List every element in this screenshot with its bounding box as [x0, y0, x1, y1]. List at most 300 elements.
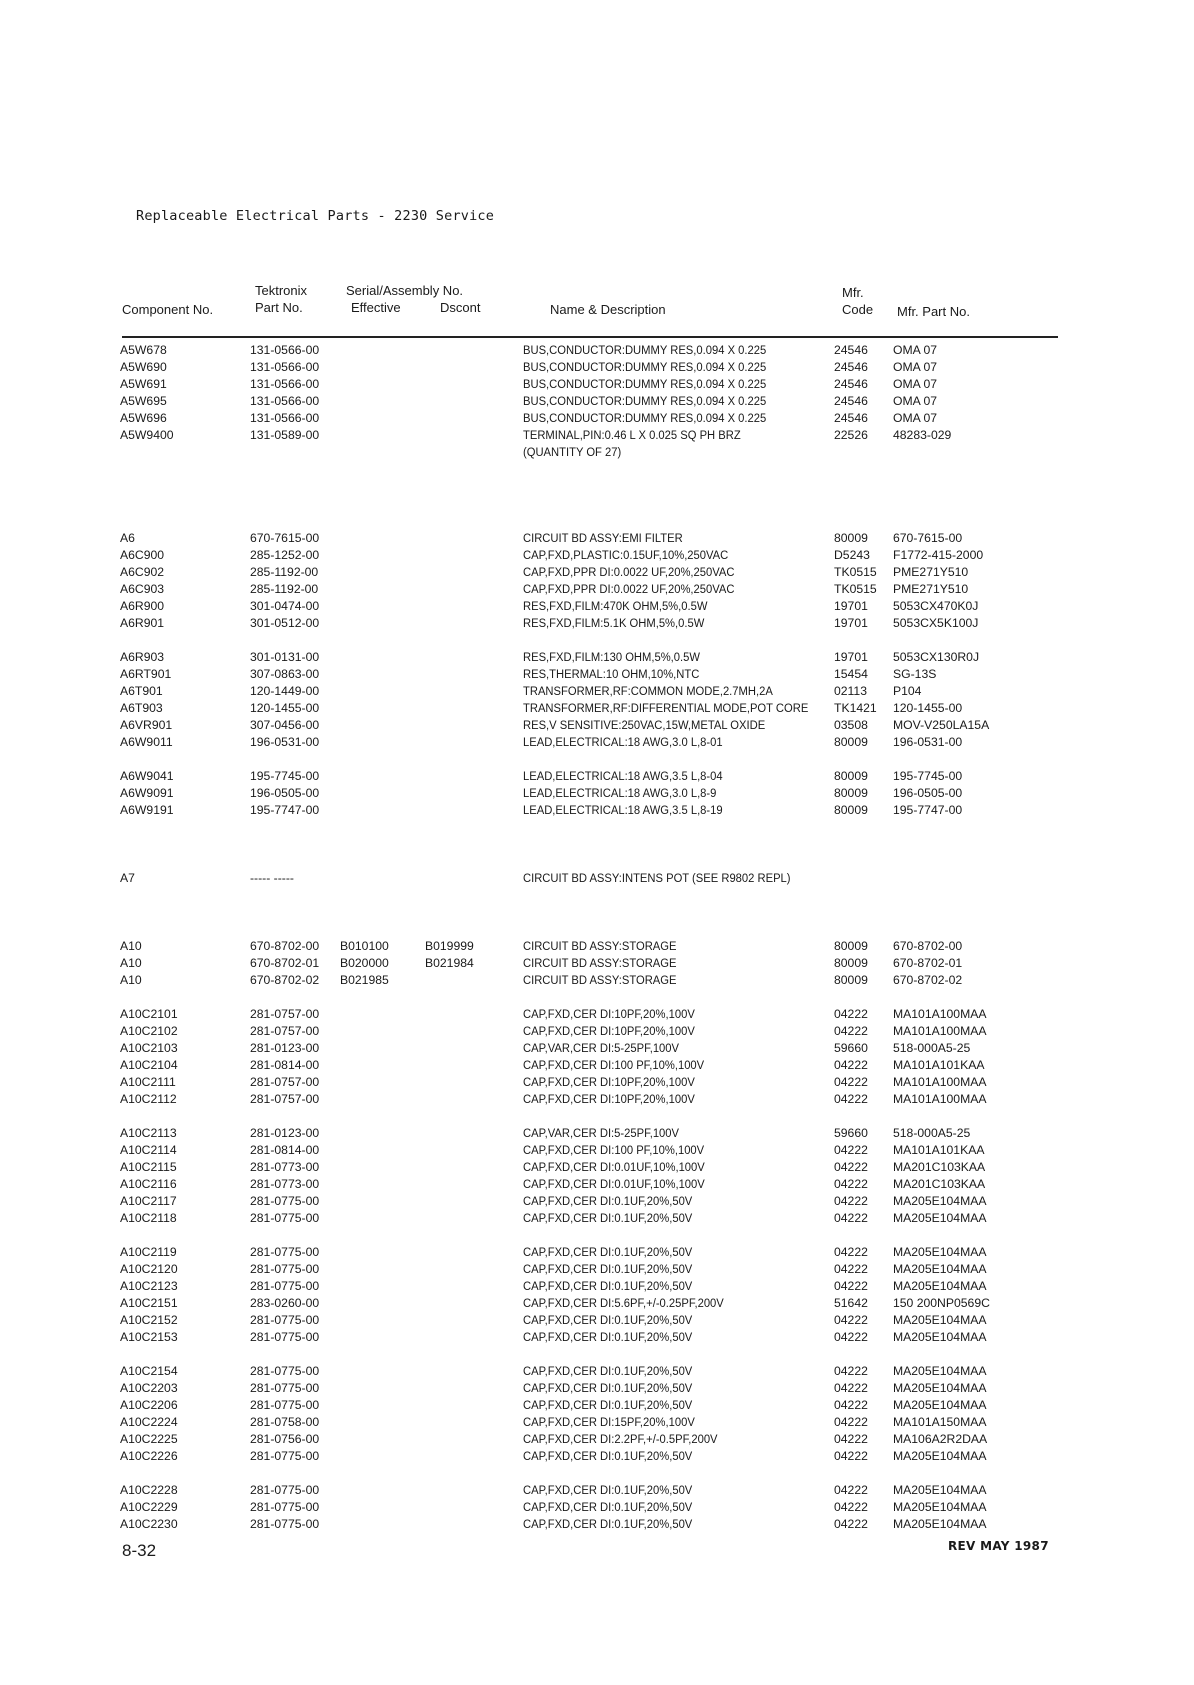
description-cell: LEAD,ELECTRICAL:18 AWG,3.5 L,8-04 [523, 769, 723, 783]
component-no-cell: A10C2206 [120, 1398, 178, 1412]
description-cell: CIRCUIT BD ASSY:STORAGE [523, 956, 677, 970]
component-no-cell: A10C2228 [120, 1483, 178, 1497]
mfr-code-cell: 04222 [834, 1313, 868, 1327]
component-no-cell: A6W9041 [120, 769, 174, 783]
mfr-code-cell: 04222 [834, 1330, 868, 1344]
mfr-part-no-cell: MA205E104MAA [893, 1279, 987, 1293]
mfr-part-no-cell: MA205E104MAA [893, 1483, 987, 1497]
part-no-cell: 281-0775-00 [250, 1398, 320, 1412]
mfr-part-no-cell: MA205E104MAA [893, 1194, 987, 1208]
component-no-cell: A6R903 [120, 650, 165, 664]
mfr-part-no-cell: MA101A150MAA [893, 1415, 987, 1429]
part-no-cell: 281-0123-00 [250, 1126, 320, 1140]
description-cell: CIRCUIT BD ASSY:STORAGE [523, 973, 677, 987]
part-no-cell: 285-1252-00 [250, 548, 320, 562]
component-no-cell: A5W678 [120, 343, 167, 357]
mfr-part-no-cell: P104 [893, 684, 922, 698]
part-no-cell: 281-0775-00 [250, 1279, 320, 1293]
mfr-code-cell: 24546 [834, 360, 868, 374]
mfr-part-no-cell: 5053CX5K100J [893, 616, 979, 630]
part-no-cell: 301-0131-00 [250, 650, 320, 664]
component-no-cell: A10C2116 [120, 1177, 177, 1191]
description-cell: LEAD,ELECTRICAL:18 AWG,3.0 L,8-9 [523, 786, 717, 800]
table-row [0, 376, 1194, 393]
component-no-cell: A10C2111 [120, 1075, 176, 1089]
part-no-cell: 131-0566-00 [250, 360, 320, 374]
table-row [0, 1499, 1194, 1516]
component-no-cell: A10C2115 [120, 1160, 177, 1174]
group-spacer [0, 904, 1194, 938]
component-no-cell: A5W696 [120, 411, 167, 425]
part-no-cell: 281-0775-00 [250, 1517, 320, 1531]
mfr-code-cell: 04222 [834, 1364, 868, 1378]
table-row [0, 410, 1194, 427]
description-cell: CAP,FXD,CER DI:0.1UF,20%,50V [523, 1194, 693, 1208]
part-no-cell: 131-0566-00 [250, 343, 320, 357]
table-row [0, 1023, 1194, 1040]
component-no-cell: A10C2104 [120, 1058, 178, 1072]
description-cell: CAP,FXD,CER DI:0.1UF,20%,50V [523, 1211, 693, 1225]
mfr-part-no-cell: 518-000A5-25 [893, 1041, 971, 1055]
mfr-code-cell: 04222 [834, 1279, 868, 1293]
table-row [0, 768, 1194, 785]
header-mfr-part-no: Mfr. Part No. [897, 304, 970, 319]
component-no-cell: A10C2119 [120, 1245, 177, 1259]
header-mfr: Mfr. [842, 285, 864, 300]
part-no-cell: 120-1455-00 [250, 701, 320, 715]
page-title: Replaceable Electrical Parts - 2230 Service [136, 208, 495, 224]
component-no-cell: A10C2114 [120, 1143, 177, 1157]
description-cell: TRANSFORMER,RF:DIFFERENTIAL MODE,POT CORE [523, 701, 809, 715]
table-row [0, 547, 1194, 564]
mfr-code-cell: 04222 [834, 1398, 868, 1412]
mfr-code-cell: 59660 [834, 1041, 868, 1055]
mfr-code-cell: 80009 [834, 769, 868, 783]
table-row [0, 581, 1194, 598]
parts-group [0, 1006, 1194, 1108]
mfr-code-cell: 04222 [834, 1211, 868, 1225]
mfr-code-cell: 04222 [834, 1432, 868, 1446]
table-row [0, 1159, 1194, 1176]
description-cell: RES,THERMAL:10 OHM,10%,NTC [523, 667, 700, 681]
table-row [0, 666, 1194, 683]
mfr-code-cell: 04222 [834, 1415, 868, 1429]
mfr-code-cell: 02113 [834, 684, 867, 698]
component-no-cell: A7 [120, 871, 135, 885]
header-tektronix: Tektronix [255, 283, 308, 298]
parts-table [0, 342, 1194, 1550]
component-no-cell: A6R900 [120, 599, 165, 613]
part-no-cell: 281-0773-00 [250, 1160, 320, 1174]
description-cell: TRANSFORMER,RF:COMMON MODE,2.7MH,2A [523, 684, 773, 698]
mfr-part-no-cell: MA205E104MAA [893, 1330, 987, 1344]
mfr-code-cell: 04222 [834, 1245, 868, 1259]
mfr-code-cell: 80009 [834, 735, 868, 749]
description-cell: CAP,FXD,CER DI:2.2PF,+/-0.5PF,200V [523, 1432, 718, 1446]
mfr-code-cell: 04222 [834, 1075, 868, 1089]
header-effective: Effective [351, 300, 401, 315]
mfr-code-cell: 04222 [834, 1007, 868, 1021]
part-no-cell: 281-0758-00 [250, 1415, 320, 1429]
description-cell: CAP,FXD,CER DI:0.1UF,20%,50V [523, 1313, 693, 1327]
description-cell: BUS,CONDUCTOR:DUMMY RES,0.094 X 0.225 [523, 360, 767, 374]
part-no-cell: 195-7747-00 [250, 803, 320, 817]
mfr-part-no-cell: F1772-415-2000 [893, 548, 984, 562]
mfr-part-no-cell: 195-7745-00 [893, 769, 963, 783]
component-no-cell: A10C2225 [120, 1432, 178, 1446]
table-row [0, 1312, 1194, 1329]
description-cell: CAP,FXD,CER DI:0.1UF,20%,50V [523, 1279, 693, 1293]
component-no-cell: A6 [120, 531, 135, 545]
mfr-part-no-cell: MA106A2R2DAA [893, 1432, 988, 1446]
part-no-cell: 281-0756-00 [250, 1432, 320, 1446]
mfr-part-no-cell: OMA 07 [893, 360, 938, 374]
part-no-cell: 281-0775-00 [250, 1262, 320, 1276]
component-no-cell: A6VR901 [120, 718, 173, 732]
mfr-part-no-cell: MA205E104MAA [893, 1313, 987, 1327]
component-no-cell: A10C2152 [120, 1313, 178, 1327]
mfr-code-cell: 04222 [834, 1262, 868, 1276]
part-no-cell: 120-1449-00 [250, 684, 320, 698]
mfr-part-no-cell: 670-8702-00 [893, 939, 963, 953]
parts-group [0, 1125, 1194, 1227]
mfr-part-no-cell: MA201C103KAA [893, 1177, 986, 1191]
part-no-cell: 307-0456-00 [250, 718, 320, 732]
mfr-code-cell: 80009 [834, 531, 868, 545]
description-cell: CAP,VAR,CER DI:5-25PF,100V [523, 1041, 680, 1055]
parts-group [0, 342, 1194, 461]
description-cell: RES,FXD,FILM:470K OHM,5%,0.5W [523, 599, 708, 613]
mfr-part-no-cell: MA101A101KAA [893, 1143, 985, 1157]
table-row [0, 1397, 1194, 1414]
mfr-code-cell: 15454 [834, 667, 868, 681]
part-no-cell: 281-0775-00 [250, 1313, 320, 1327]
revision-date: REV MAY 1987 [948, 1539, 1049, 1553]
table-row [0, 1363, 1194, 1380]
description-cell: TERMINAL,PIN:0.46 L X 0.025 SQ PH BRZ [523, 428, 741, 442]
table-row [0, 444, 1194, 461]
table-row [0, 342, 1194, 359]
mfr-code-cell: 24546 [834, 411, 868, 425]
part-no-cell: 281-0775-00 [250, 1194, 320, 1208]
description-cell: RES,V SENSITIVE:250VAC,15W,METAL OXIDE [523, 718, 766, 732]
component-no-cell: A10C2151 [120, 1296, 178, 1310]
table-row [0, 1295, 1194, 1312]
description-cell: BUS,CONDUCTOR:DUMMY RES,0.094 X 0.225 [523, 377, 767, 391]
description-cell: BUS,CONDUCTOR:DUMMY RES,0.094 X 0.225 [523, 394, 767, 408]
component-no-cell: A6C900 [120, 548, 165, 562]
part-no-cell: 285-1192-00 [250, 565, 319, 579]
mfr-code-cell: 22526 [834, 428, 868, 442]
parts-group [0, 1482, 1194, 1533]
mfr-code-cell: 04222 [834, 1517, 868, 1531]
mfr-code-cell: 19701 [834, 616, 868, 630]
mfr-code-cell: 04222 [834, 1092, 868, 1106]
mfr-part-no-cell: MA205E104MAA [893, 1381, 987, 1395]
mfr-code-cell: 19701 [834, 599, 868, 613]
component-no-cell: A6R901 [120, 616, 165, 630]
description-cell: CAP,FXD,CER DI:0.1UF,20%,50V [523, 1483, 693, 1497]
part-no-cell: 131-0566-00 [250, 377, 320, 391]
table-row [0, 1176, 1194, 1193]
effective-cell: B020000 [340, 956, 389, 970]
mfr-code-cell: D5243 [834, 548, 870, 562]
description-cell: CAP,FXD,CER DI:0.1UF,20%,50V [523, 1449, 693, 1463]
mfr-code-cell: 24546 [834, 343, 868, 357]
component-no-cell: A5W9400 [120, 428, 174, 442]
part-no-cell: 281-0757-00 [250, 1075, 320, 1089]
dscont-cell: B021984 [425, 956, 474, 970]
table-row [0, 700, 1194, 717]
part-no-cell: 131-0566-00 [250, 411, 320, 425]
mfr-part-no-cell: PME271Y510 [893, 565, 969, 579]
description-cell: (QUANTITY OF 27) [523, 445, 622, 459]
part-no-cell: 670-8702-00 [250, 939, 320, 953]
mfr-part-no-cell: MA205E104MAA [893, 1449, 987, 1463]
component-no-cell: A10C2153 [120, 1330, 178, 1344]
part-no-cell: 281-0775-00 [250, 1211, 320, 1225]
description-cell: CAP,FXD,CER DI:10PF,20%,100V [523, 1075, 695, 1089]
component-no-cell: A10C2154 [120, 1364, 178, 1378]
mfr-code-cell: 04222 [834, 1449, 868, 1463]
description-cell: CAP,FXD,CER DI:0.01UF,10%,100V [523, 1177, 705, 1191]
table-row [0, 1414, 1194, 1431]
part-no-cell: 307-0863-00 [250, 667, 320, 681]
mfr-part-no-cell: SG-13S [893, 667, 937, 681]
table-row [0, 1329, 1194, 1346]
mfr-code-cell: 80009 [834, 956, 868, 970]
mfr-code-cell: 19701 [834, 650, 868, 664]
mfr-part-no-cell: OMA 07 [893, 411, 938, 425]
part-no-cell: 281-0775-00 [250, 1483, 320, 1497]
effective-cell: B010100 [340, 939, 389, 953]
mfr-part-no-cell: MA101A100MAA [893, 1075, 987, 1089]
component-no-cell: A10C2123 [120, 1279, 178, 1293]
description-cell: CAP,FXD,CER DI:0.1UF,20%,50V [523, 1500, 693, 1514]
part-no-cell: 281-0775-00 [250, 1330, 320, 1344]
table-row [0, 393, 1194, 410]
component-no-cell: A6C902 [120, 565, 165, 579]
description-cell: CAP,FXD,CER DI:0.1UF,20%,50V [523, 1517, 693, 1531]
description-cell: CAP,FXD,PPR DI:0.0022 UF,20%,250VAC [523, 565, 735, 579]
group-spacer [0, 478, 1194, 530]
table-row [0, 972, 1194, 989]
part-no-cell: ----- ----- [250, 871, 294, 885]
mfr-code-cell: 24546 [834, 394, 868, 408]
part-no-cell: 131-0566-00 [250, 394, 320, 408]
mfr-part-no-cell: MA205E104MAA [893, 1364, 987, 1378]
effective-cell: B021985 [340, 973, 389, 987]
description-cell: CAP,FXD,CER DI:0.1UF,20%,50V [523, 1381, 693, 1395]
mfr-part-no-cell: MA101A101KAA [893, 1058, 985, 1072]
table-row [0, 598, 1194, 615]
mfr-part-no-cell: OMA 07 [893, 377, 938, 391]
part-no-cell: 285-1192-00 [250, 582, 319, 596]
part-no-cell: 281-0814-00 [250, 1143, 320, 1157]
table-row [0, 1074, 1194, 1091]
component-no-cell: A6RT901 [120, 667, 172, 681]
description-cell: CAP,FXD,CER DI:0.01UF,10%,100V [523, 1160, 705, 1174]
mfr-part-no-cell: 48283-029 [893, 428, 952, 442]
component-no-cell: A10C2103 [120, 1041, 178, 1055]
mfr-code-cell: 59660 [834, 1126, 868, 1140]
table-row [0, 1193, 1194, 1210]
header-rule [122, 336, 1058, 338]
description-cell: CAP,FXD,PPR DI:0.0022 UF,20%,250VAC [523, 582, 735, 596]
description-cell: CAP,FXD,CER DI:0.1UF,20%,50V [523, 1245, 693, 1259]
parts-group [0, 1363, 1194, 1465]
dscont-cell: B019999 [425, 939, 474, 953]
table-row [0, 1448, 1194, 1465]
part-no-cell: 131-0589-00 [250, 428, 320, 442]
table-row [0, 530, 1194, 547]
mfr-code-cell: 80009 [834, 786, 868, 800]
component-no-cell: A5W695 [120, 394, 167, 408]
mfr-code-cell: 04222 [834, 1194, 868, 1208]
table-row [0, 564, 1194, 581]
component-no-cell: A10 [120, 939, 142, 953]
mfr-code-cell: 04222 [834, 1483, 868, 1497]
table-row [0, 1006, 1194, 1023]
parts-group [0, 530, 1194, 632]
description-cell: CAP,FXD,CER DI:0.1UF,20%,50V [523, 1330, 693, 1344]
mfr-code-cell: 04222 [834, 1160, 868, 1174]
header-dscont: Dscont [440, 300, 481, 315]
mfr-part-no-cell: MA205E104MAA [893, 1517, 987, 1531]
component-no-cell: A10C2230 [120, 1517, 178, 1531]
page-number: 8-32 [122, 1541, 157, 1560]
mfr-code-cell: TK1421 [834, 701, 877, 715]
part-no-cell: 196-0531-00 [250, 735, 320, 749]
component-no-cell: A10C2117 [120, 1194, 177, 1208]
table-row [0, 870, 1194, 887]
mfr-code-cell: 80009 [834, 939, 868, 953]
component-no-cell: A10 [120, 973, 142, 987]
mfr-code-cell: 24546 [834, 377, 868, 391]
mfr-code-cell: TK0515 [834, 582, 877, 596]
mfr-part-no-cell: 518-000A5-25 [893, 1126, 971, 1140]
table-row [0, 938, 1194, 955]
component-no-cell: A10C2113 [120, 1126, 177, 1140]
part-no-cell: 281-0775-00 [250, 1245, 320, 1259]
table-row [0, 802, 1194, 819]
mfr-part-no-cell: MA205E104MAA [893, 1500, 987, 1514]
mfr-part-no-cell: 120-1455-00 [893, 701, 963, 715]
component-no-cell: A10C2112 [120, 1092, 177, 1106]
mfr-code-cell: 04222 [834, 1177, 868, 1191]
table-row [0, 683, 1194, 700]
part-no-cell: 281-0775-00 [250, 1381, 320, 1395]
parts-group [0, 938, 1194, 989]
mfr-part-no-cell: 195-7747-00 [893, 803, 963, 817]
description-cell: CAP,FXD,CER DI:5.6PF,+/-0.25PF,200V [523, 1296, 724, 1310]
mfr-code-cell: 04222 [834, 1500, 868, 1514]
description-cell: RES,FXD,FILM:130 OHM,5%,0.5W [523, 650, 700, 664]
component-no-cell: A10C2229 [120, 1500, 178, 1514]
header-component-no: Component No. [122, 302, 214, 317]
header-serial-assembly-no: Serial/Assembly No. [346, 283, 464, 298]
description-cell: CAP,VAR,CER DI:5-25PF,100V [523, 1126, 680, 1140]
description-cell: CIRCUIT BD ASSY:STORAGE [523, 939, 677, 953]
part-no-cell: 281-0773-00 [250, 1177, 320, 1191]
mfr-code-cell: 04222 [834, 1058, 868, 1072]
component-no-cell: A10C2101 [120, 1007, 178, 1021]
mfr-code-cell: 80009 [834, 803, 868, 817]
mfr-part-no-cell: 670-8702-02 [893, 973, 963, 987]
parts-group [0, 870, 1194, 887]
parts-group [0, 649, 1194, 751]
mfr-part-no-cell: MA205E104MAA [893, 1211, 987, 1225]
parts-group [0, 768, 1194, 819]
part-no-cell: 301-0512-00 [250, 616, 320, 630]
table-row [0, 1244, 1194, 1261]
mfr-part-no-cell: 150 200NP0569C [893, 1296, 990, 1310]
part-no-cell: 281-0814-00 [250, 1058, 320, 1072]
mfr-code-cell: 04222 [834, 1024, 868, 1038]
mfr-code-cell: 80009 [834, 973, 868, 987]
description-cell: CAP,FXD,CER DI:100 PF,10%,100V [523, 1058, 705, 1072]
description-cell: CAP,FXD,CER DI:10PF,20%,100V [523, 1092, 695, 1106]
table-row [0, 1142, 1194, 1159]
header-part-no: Part No. [255, 300, 303, 315]
mfr-part-no-cell: MOV-V250LA15A [893, 718, 990, 732]
table-row [0, 1431, 1194, 1448]
table-row [0, 1057, 1194, 1074]
component-no-cell: A10C2203 [120, 1381, 178, 1395]
component-no-cell: A5W691 [120, 377, 167, 391]
mfr-part-no-cell: MA101A100MAA [893, 1092, 987, 1106]
part-no-cell: 281-0757-00 [250, 1024, 320, 1038]
mfr-part-no-cell: MA101A100MAA [893, 1024, 987, 1038]
mfr-code-cell: 04222 [834, 1381, 868, 1395]
component-no-cell: A10C2118 [120, 1211, 177, 1225]
mfr-part-no-cell: OMA 07 [893, 394, 938, 408]
table-row [0, 359, 1194, 376]
description-cell: RES,FXD,FILM:5.1K OHM,5%,0.5W [523, 616, 705, 630]
component-no-cell: A10C2224 [120, 1415, 178, 1429]
part-no-cell: 196-0505-00 [250, 786, 320, 800]
component-no-cell: A6W9011 [120, 735, 173, 749]
mfr-part-no-cell: 196-0531-00 [893, 735, 963, 749]
table-row [0, 649, 1194, 666]
group-spacer [0, 836, 1194, 870]
table-row [0, 1210, 1194, 1227]
mfr-part-no-cell: 5053CX470K0J [893, 599, 979, 613]
table-row [0, 1482, 1194, 1499]
mfr-part-no-cell: PME271Y510 [893, 582, 969, 596]
part-no-cell: 281-0757-00 [250, 1007, 320, 1021]
description-cell: CAP,FXD,CER DI:15PF,20%,100V [523, 1415, 695, 1429]
part-no-cell: 195-7745-00 [250, 769, 320, 783]
component-no-cell: A10C2102 [120, 1024, 178, 1038]
description-cell: BUS,CONDUCTOR:DUMMY RES,0.094 X 0.225 [523, 343, 767, 357]
mfr-part-no-cell: OMA 07 [893, 343, 938, 357]
component-no-cell: A10C2120 [120, 1262, 178, 1276]
mfr-part-no-cell: 5053CX130R0J [893, 650, 980, 664]
description-cell: BUS,CONDUCTOR:DUMMY RES,0.094 X 0.225 [523, 411, 767, 425]
component-no-cell: A6C903 [120, 582, 165, 596]
part-no-cell: 281-0123-00 [250, 1041, 320, 1055]
header-code: Code [842, 302, 874, 317]
part-no-cell: 283-0260-00 [250, 1296, 320, 1310]
part-no-cell: 301-0474-00 [250, 599, 320, 613]
table-row [0, 1380, 1194, 1397]
table-row [0, 717, 1194, 734]
table-row [0, 427, 1194, 444]
mfr-code-cell: 51642 [834, 1296, 868, 1310]
table-row [0, 1091, 1194, 1108]
description-cell: LEAD,ELECTRICAL:18 AWG,3.5 L,8-19 [523, 803, 723, 817]
